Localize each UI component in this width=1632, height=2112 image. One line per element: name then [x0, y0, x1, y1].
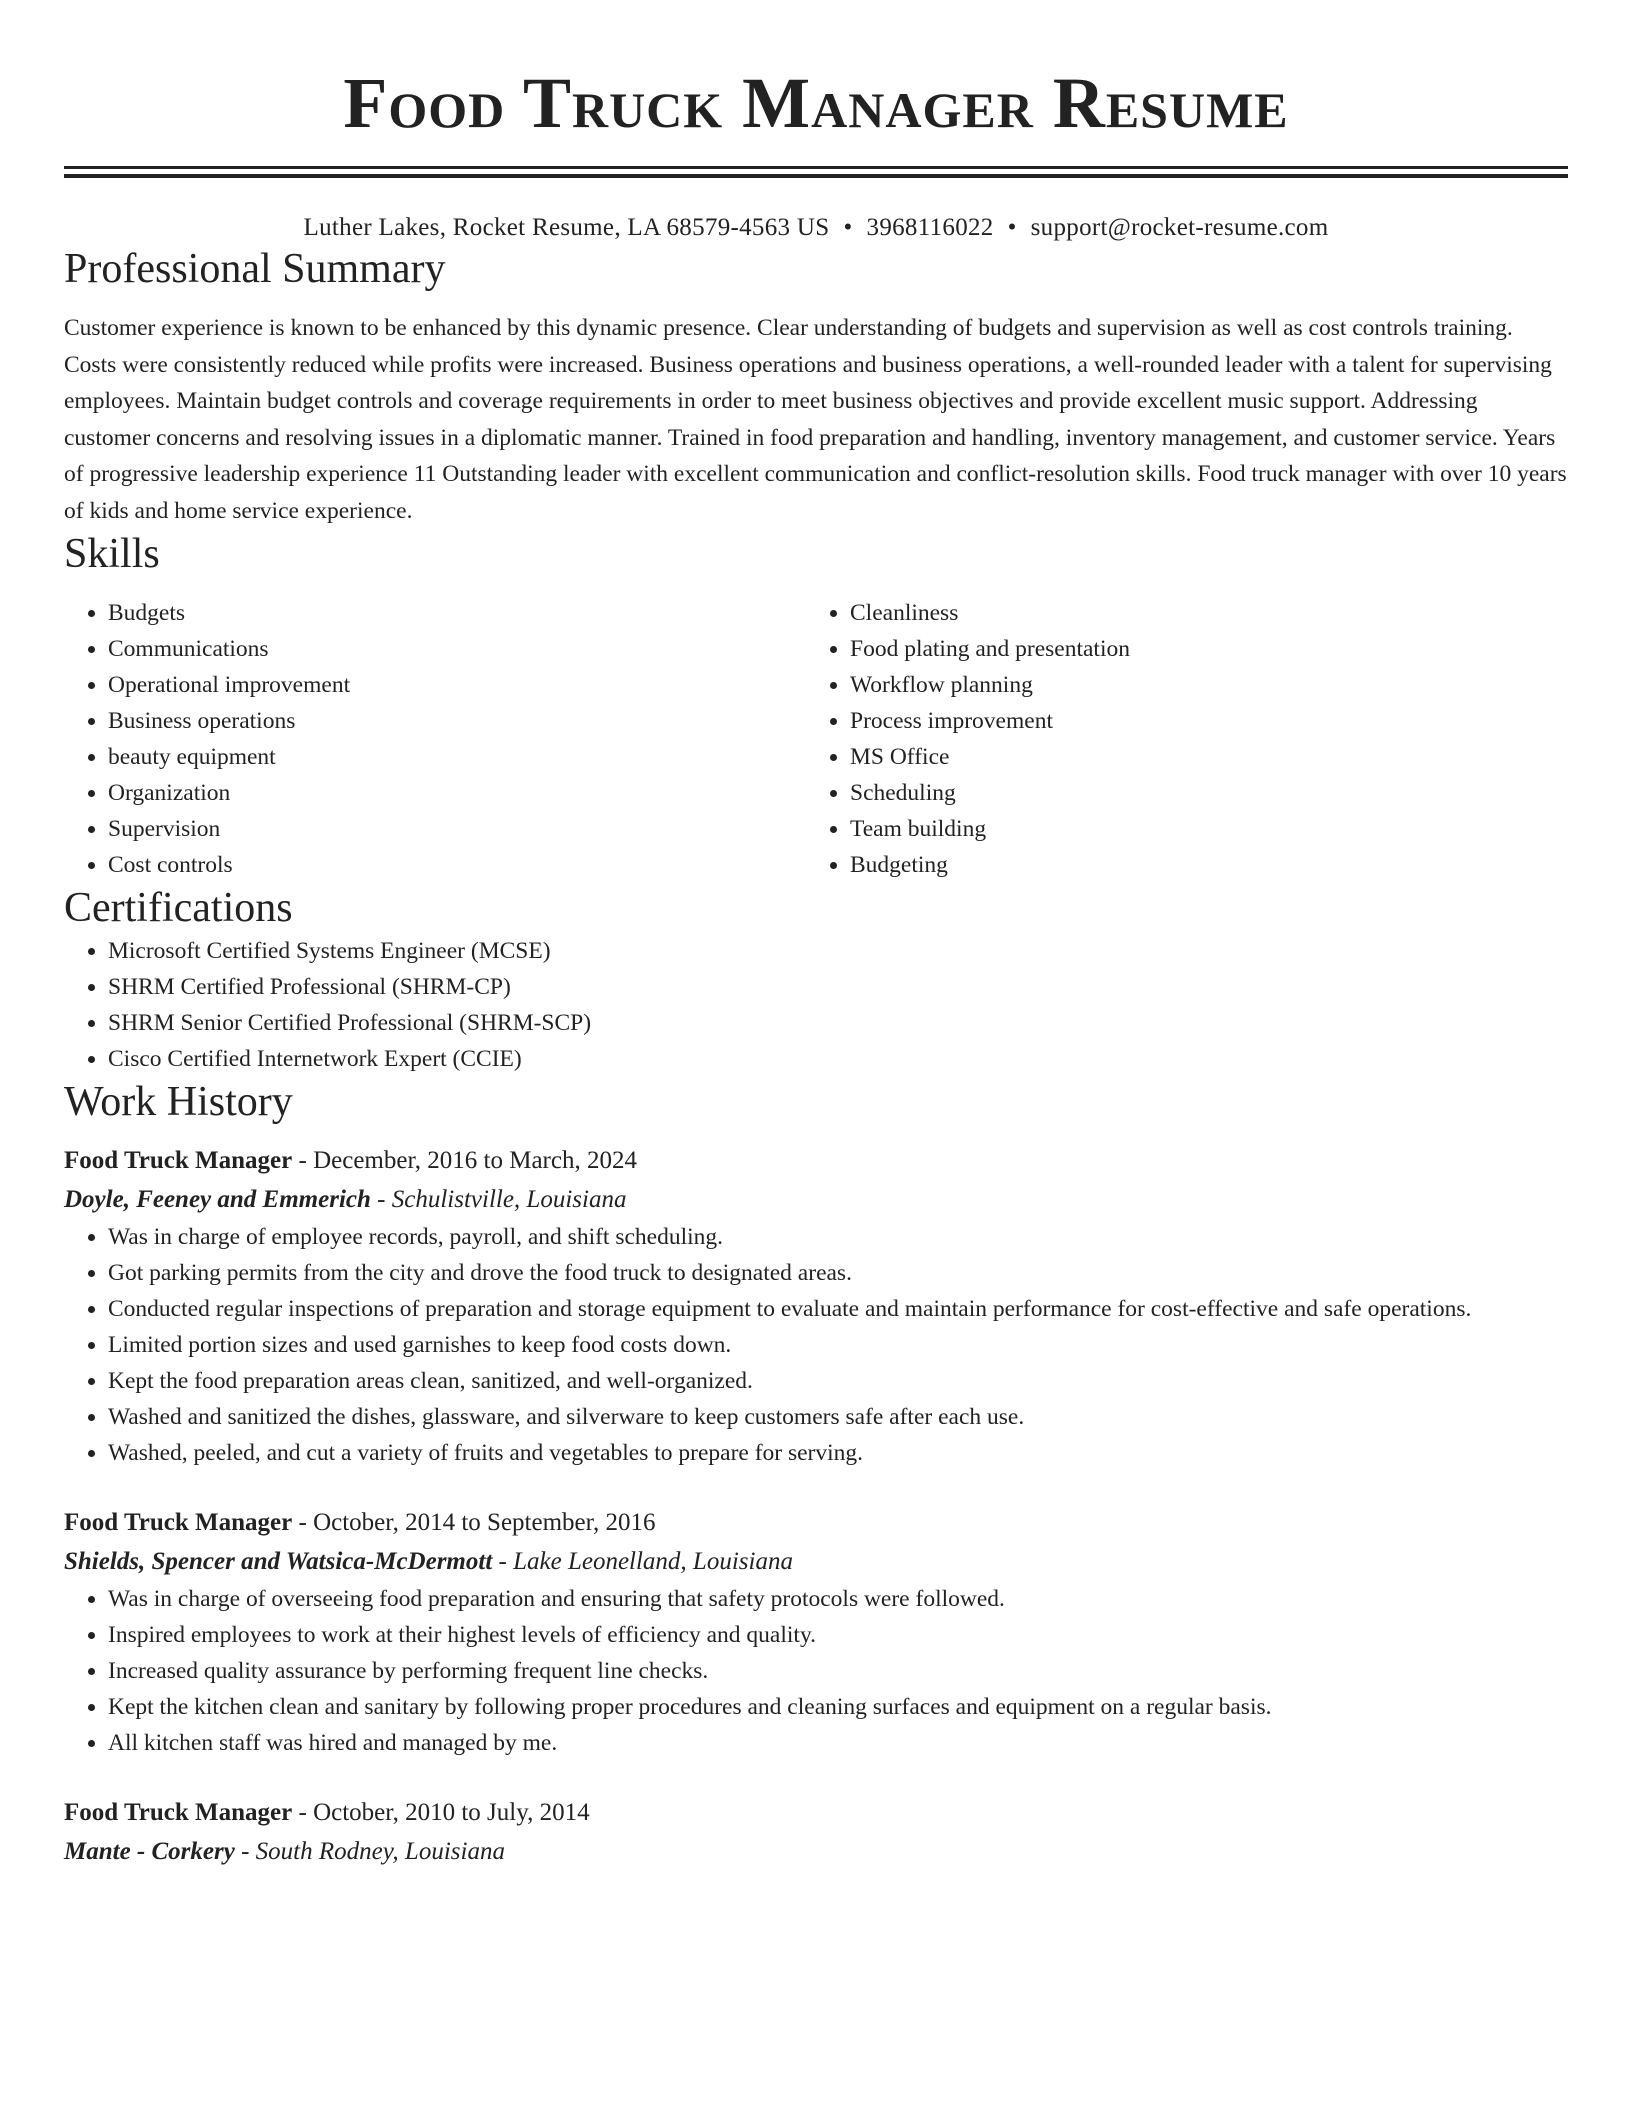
skill-item: • Workflow planning: [850, 667, 1548, 703]
job-duties-list: [64, 1581, 1568, 1761]
job-entry: [64, 1141, 1568, 1471]
job-duty: • Washed and sanitized the dishes, glassware, and silverware to keep customers safe after each use.: [108, 1399, 1568, 1435]
certification-item: • Microsoft Certified Systems Engineer (MCSE): [108, 933, 1568, 969]
job-duty: • Limited portion sizes and used garnishes to keep food costs down.: [108, 1327, 1568, 1363]
job-employer: Doyle, Feeney and Emmerich: [64, 1186, 371, 1213]
job-entry: [64, 1503, 1568, 1761]
job-duty: • Got parking permits from the city and drove the food truck to designated areas.: [108, 1255, 1568, 1291]
job-duty: • Increased quality assurance by performing frequent line checks.: [108, 1653, 1568, 1689]
job-employer-line: Shields, Spencer and Watsica-McDermott - Lake Leonelland, Louisiana: [64, 1548, 793, 1575]
skills-left-list: [64, 595, 806, 883]
job-location: South Rodney, Louisiana: [255, 1838, 505, 1865]
contact-email: support@rocket-resume.com: [1030, 214, 1329, 241]
contact-separator: •: [1007, 214, 1017, 241]
skill-item: • Cost controls: [108, 847, 806, 883]
job-duty: • Kept the food preparation areas clean, sanitized, and well-organized.: [108, 1363, 1568, 1399]
skill-item: • Cleanliness: [850, 595, 1548, 631]
contact-line: [64, 212, 1568, 244]
contact-separator: •: [843, 214, 853, 241]
job-duty: • Inspired employees to work at their highest levels of efficiency and quality.: [108, 1617, 1568, 1653]
skill-item: • Supervision: [108, 811, 806, 847]
skill-item: • Organization: [108, 775, 806, 811]
summary-heading: Professional Summary: [64, 246, 446, 292]
job-duty: • All kitchen staff was hired and managed by me.: [108, 1725, 1568, 1761]
job-entry: [64, 1793, 1568, 1871]
job-dates: December, 2016 to March, 2024: [313, 1147, 637, 1174]
certification-item: • Cisco Certified Internetwork Expert (CCIE): [108, 1041, 1568, 1077]
certifications-list: [64, 933, 1568, 1077]
skills-right-list: [806, 595, 1548, 883]
skills-columns: [64, 595, 1568, 883]
job-location: Schulistville, Louisiana: [391, 1186, 627, 1213]
job-title-line: Food Truck Manager - October, 2014 to September, 2016: [64, 1509, 656, 1536]
job-duty: • Washed, peeled, and cut a variety of fruits and vegetables to prepare for serving.: [108, 1435, 1568, 1471]
job-title: Food Truck Manager: [64, 1147, 293, 1174]
skill-item: • Scheduling: [850, 775, 1548, 811]
skill-item: • Process improvement: [850, 703, 1548, 739]
contact-phone: 3968116022: [866, 214, 994, 241]
job-title: Food Truck Manager: [64, 1799, 293, 1826]
title-divider-top: [64, 166, 1568, 169]
skill-item: • Food plating and presentation: [850, 631, 1548, 667]
skill-item: • beauty equipment: [108, 739, 806, 775]
resume-title: Food Truck Manager Resume: [343, 63, 1289, 143]
resume-page: [64, 0, 1568, 1871]
job-employer-line: Doyle, Feeney and Emmerich - Schulistville, Louisiana: [64, 1186, 627, 1213]
job-employer: Shields, Spencer and Watsica-McDermott: [64, 1548, 493, 1575]
job-employer-line: Mante - Corkery - South Rodney, Louisiana: [64, 1838, 505, 1865]
work-history-heading: Work History: [64, 1079, 293, 1125]
job-title-line: Food Truck Manager - October, 2010 to July, 2014: [64, 1799, 590, 1826]
job-duties-list: [64, 1219, 1568, 1471]
skill-item: • Communications: [108, 631, 806, 667]
job-location: Lake Leonelland, Louisiana: [513, 1548, 793, 1575]
job-duty: • Conducted regular inspections of preparation and storage equipment to evaluate and maintain performance for cost-effective and safe operations.: [108, 1291, 1568, 1327]
skill-item: • Business operations: [108, 703, 806, 739]
certification-item: • SHRM Senior Certified Professional (SHRM-SCP): [108, 1005, 1568, 1041]
job-dates: October, 2014 to September, 2016: [313, 1509, 656, 1536]
job-title: Food Truck Manager: [64, 1509, 293, 1536]
job-dates: October, 2010 to July, 2014: [313, 1799, 590, 1826]
job-duty: • Was in charge of employee records, payroll, and shift scheduling.: [108, 1219, 1568, 1255]
skill-item: • Team building: [850, 811, 1548, 847]
job-employer: Mante - Corkery: [64, 1838, 235, 1865]
certifications-heading: Certifications: [64, 885, 293, 931]
job-title-line: Food Truck Manager - December, 2016 to March, 2024: [64, 1147, 637, 1174]
certification-item: • SHRM Certified Professional (SHRM-CP): [108, 969, 1568, 1005]
job-duty: • Was in charge of overseeing food preparation and ensuring that safety protocols were followed.: [108, 1581, 1568, 1617]
skill-item: • Operational improvement: [108, 667, 806, 703]
summary-text: Customer experience is known to be enhanced by this dynamic presence. Clear understanding of budgets and supervision as well as cost controls training. Costs were consistently reduced while profits were increased. Business operations and business operations, a well-rounded leader with a talent for supervising employees. Maintain budget controls and coverage requirements in order to meet business objectives and provide excellent music support. Addressing customer concerns and resolving issues in a diplomatic manner. Trained in food preparation and handling, inventory management, and customer service. Years of progressive leadership experience 11 Outstanding leader with excellent communication and conflict-resolution skills. Food truck manager with over 10 years of kids and home service experience.: [64, 315, 1567, 524]
job-duty: • Kept the kitchen clean and sanitary by following proper procedures and cleaning surfaces and equipment on a regular basis.: [108, 1689, 1568, 1725]
skills-heading: Skills: [64, 531, 160, 577]
skill-item: • MS Office: [850, 739, 1548, 775]
skill-item: • Budgets: [108, 595, 806, 631]
title-divider-bottom: [64, 174, 1568, 178]
contact-address: Luther Lakes, Rocket Resume, LA 68579-4563 US: [303, 214, 830, 241]
skill-item: • Budgeting: [850, 847, 1548, 883]
